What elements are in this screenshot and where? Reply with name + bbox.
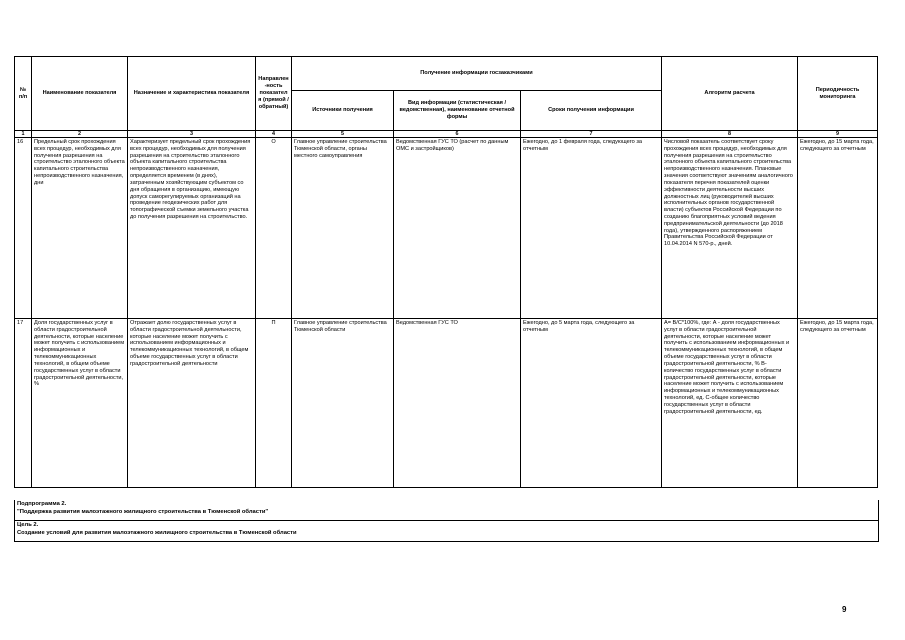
row-num: 17 (15, 319, 32, 488)
row-name: Доля государственных услуг в области градостроительной деятельности, которые население может получить с использованием информационных и телекоммуникационных технологий, в общем объеме государственных услуг в области градостроительной деятельности, % (32, 319, 128, 488)
row-kind: Ведомственная ГУС ТО (394, 319, 521, 488)
column-number: 6 (394, 131, 521, 138)
row-kind: Ведомственная ГУС ТО (расчет по данным ОМС и застройщиков) (394, 138, 521, 319)
goal-label: Цель 2. (17, 522, 39, 528)
column-number: 1 (15, 131, 32, 138)
row-source: Главное управление строительства Тюменской области, органы местного самоуправления (292, 138, 394, 319)
row-periodicity: Ежегодно, до 15 марта года, следующего за отчетным (798, 138, 878, 319)
row-name: Предельный срок прохождения всех процедур, необходимых для получения разрешения на строительство эталонного объекта капитального строительства непроизводственного назначения, дни (32, 138, 128, 319)
header-name: Наименование показателя (32, 57, 128, 131)
header-receiving-group: Получение информации госзаказчиками (292, 57, 662, 91)
header-num: № п/п (15, 57, 32, 131)
header-kind: Вид информации (статистическая / ведомственная), наименование отчетной формы (394, 91, 521, 131)
indicator-table-sheet (14, 56, 877, 488)
row-direction: П (256, 319, 292, 488)
table-row (15, 138, 878, 319)
row-algorithm: А= В/С*100%, где: А - доля государственных услуг в области градостроительной деятельности, которые население может получить с использованием информационных и телекоммуникационных технологий, в общем объеме государственных услуг в области градостроительной деятельности, % В- количество государственных услуг в области градостроительной деятельности, которые население может получить с использованием информационных и телекоммуникационных технологий, ед. С-общее количество государственных услуг в области градостроительной деятельности, ед. (662, 319, 798, 488)
row-algorithm: Числовой показатель соответствует сроку прохождения всех процедур, необходимых для получения разрешения на строительство эталонного объекта капитального строительства непроизводственного назначения. Плановые значения соответствуют значениям аналогичного показателя перечня показателей оценки эффективности деятельности высших должностных лиц (руководителей высших исполнительных органов государственной власти) субъектов Российской Федерации по созданию благоприятных условий ведения предпринимательской деятельности (до 2018 года), утвержденного распоряжением Правительства Российской Федерации от 10.04.2014 N 570-р., дней. (662, 138, 798, 319)
column-number: 2 (32, 131, 128, 138)
header-sources: Источники получения (292, 91, 394, 131)
row-source: Главное управление строительства Тюменской области (292, 319, 394, 488)
row-terms: Ежегодно, до 5 марта года, следующего за отчетным (521, 319, 662, 488)
header-periodicity: Периодичность мониторинга (798, 57, 878, 131)
header-direction: Направлен-ность показателя (прямой / обратный) (256, 57, 292, 131)
header-characteristic: Назначение и характеристика показателя (128, 57, 256, 131)
page-number: 9 (842, 605, 847, 614)
row-characteristic: Характеризует предельный срок прохождения всех процедур, необходимых для получения разрешения на строительство эталонного объекта капитального строительства непроизводственного назначения, определяется временем (в днях), затраченным хозяйствующим субъектом со дня обращения в организацию, имеющую допуск саморегулируемых организаций на проведение геодезических работ для топографической съемки земельного участка до получения разрешения на строительство. (128, 138, 256, 319)
row-terms: Ежегодно, до 1 февраля года, следующего за отчетным (521, 138, 662, 319)
column-number: 8 (662, 131, 798, 138)
column-number: 5 (292, 131, 394, 138)
column-number-row (15, 131, 878, 138)
table-row (15, 319, 878, 488)
subprogram-title: "Поддержка развития малоэтажного жилищного строительства в Тюменской области" (17, 509, 269, 515)
header-terms: Сроки получения информации (521, 91, 662, 131)
column-number: 4 (256, 131, 292, 138)
goal-block (14, 521, 879, 542)
header-algorithm: Алгоритм расчета (662, 57, 798, 131)
goal-text: Создание условий для развития малоэтажного жилищного строительства в Тюменской области (17, 530, 297, 536)
column-number: 7 (521, 131, 662, 138)
row-direction: О (256, 138, 292, 319)
indicator-table (14, 56, 878, 488)
row-characteristic: Отражает долю государственных услуг в области градостроительной деятельности, которые население может получить с использованием информационных и телекоммуникационных технологий, в общем объеме государственных услуг в области градостроительной деятельности (128, 319, 256, 488)
row-periodicity: Ежегодно, до 15 марта года, следующего за отчетным (798, 319, 878, 488)
row-num: 16 (15, 138, 32, 319)
column-number: 9 (798, 131, 878, 138)
subprogram-label: Подпрограмма 2. (17, 501, 67, 507)
subprogram-block (14, 500, 879, 521)
column-number: 3 (128, 131, 256, 138)
